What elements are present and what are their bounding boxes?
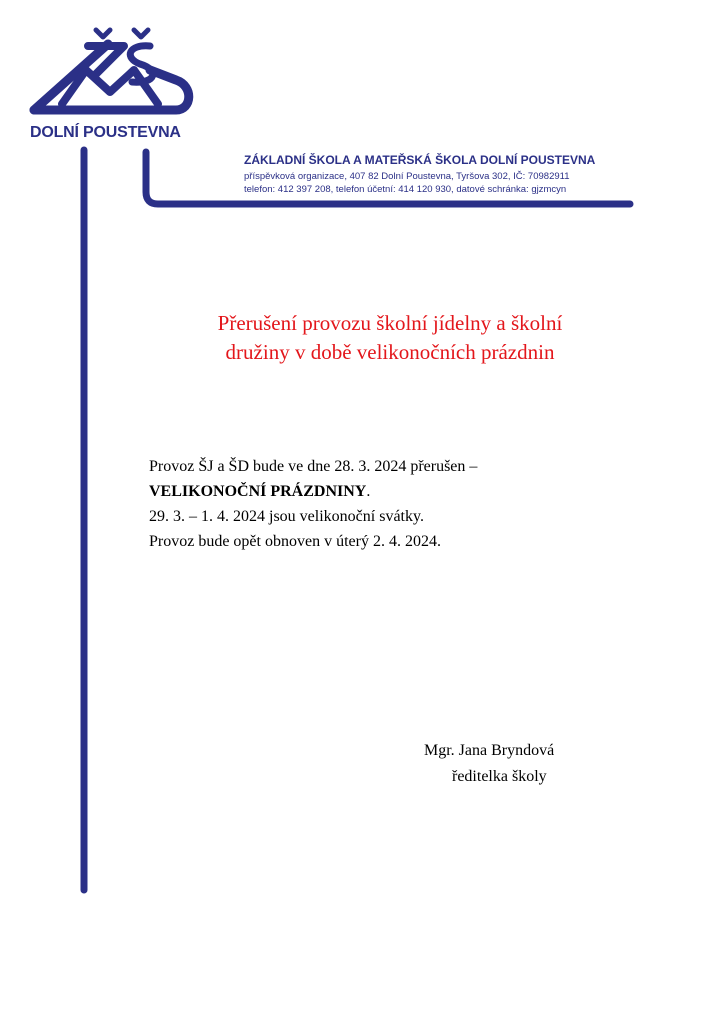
school-name: ZÁKLADNÍ ŠKOLA A MATEŘSKÁ ŠKOLA DOLNÍ POUSTEVNA — [244, 153, 596, 167]
school-address: příspěvková organizace, 407 82 Dolní Poustevna, Tyršova 302, IČ: 70982911 — [244, 171, 570, 182]
body-line-4: Provoz bude opět obnoven v úterý 2. 4. 2024. — [149, 533, 441, 550]
logo-monogram-icon — [34, 30, 189, 110]
title-line-1: Přerušení provozu školní jídelny a školní — [217, 311, 563, 335]
signature-role: ředitelka školy — [452, 768, 547, 785]
school-contacts: telefon: 412 397 208, telefon účetní: 414 120 930, datové schránka: gjzmcyn — [244, 184, 567, 195]
signature-block — [424, 738, 554, 790]
body-line-3: 29. 3. – 1. 4. 2024 jsou velikonoční svátky. — [149, 508, 424, 525]
logo-name: DOLNÍ POUSTEVNA — [30, 124, 181, 141]
body-line-2 — [149, 479, 477, 504]
holiday-label: VELIKONOČNÍ PRÁZDNINY — [149, 483, 367, 500]
body-line-1: Provoz ŠJ a ŠD bude ve dne 28. 3. 2024 přerušen – — [149, 458, 478, 475]
document-body — [149, 454, 477, 554]
signature-name: Mgr. Jana Bryndová — [424, 742, 555, 759]
title-line-2: družiny v době velikonočních prázdnin — [225, 340, 555, 364]
holiday-period: . — [366, 483, 371, 500]
document-title — [120, 309, 660, 367]
